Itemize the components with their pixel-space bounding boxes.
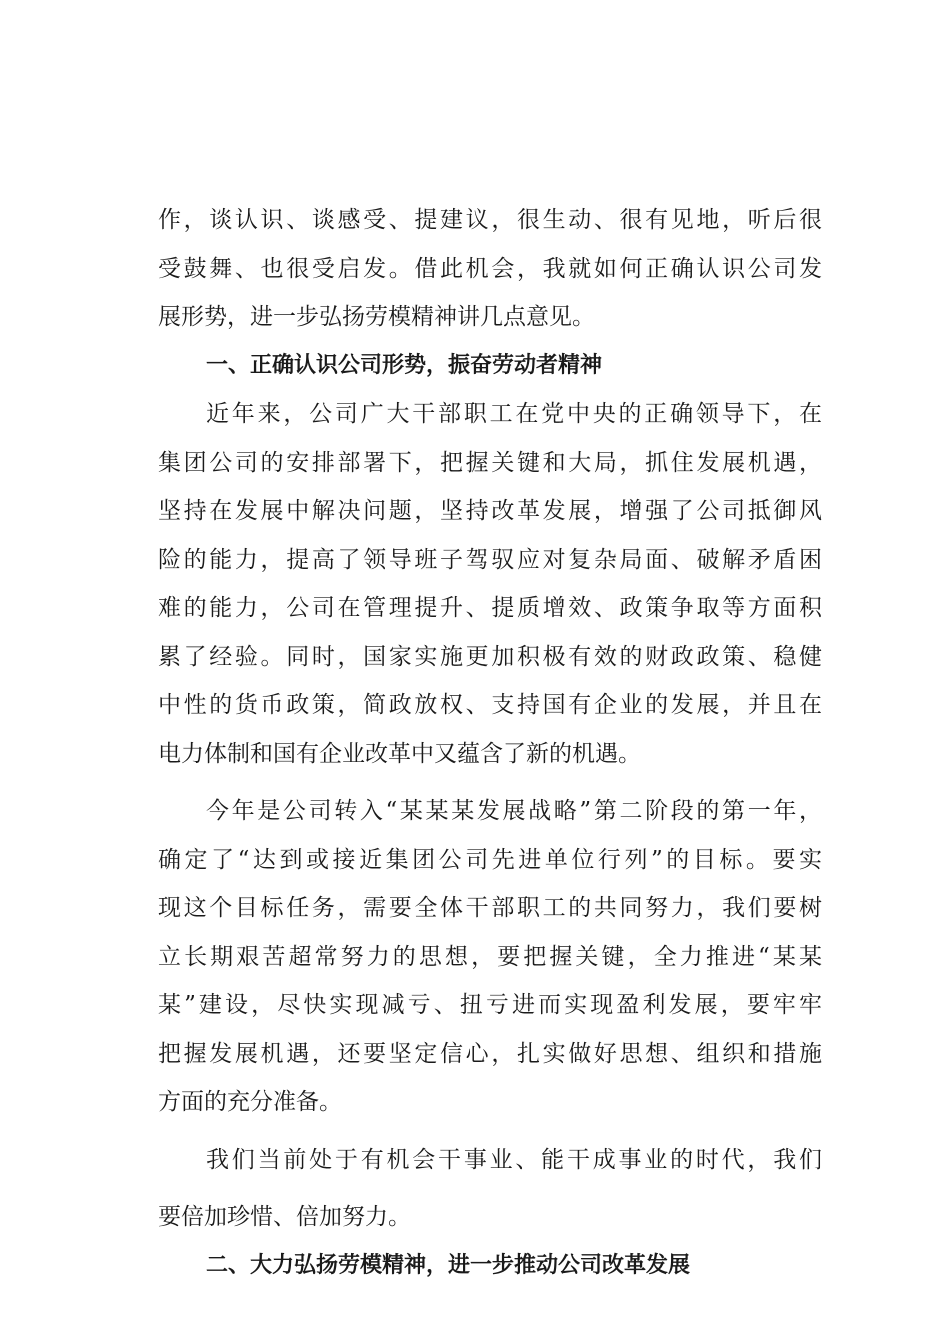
section-heading-2: 二、大力弘扬劳模精神，进一步推动公司改革发展 (206, 1252, 691, 1278)
text-line: 受鼓舞、也很受启发。借此机会，我就如何正确认识公司发 (158, 255, 822, 282)
text-line: 确定了“达到或接近集团公司先进单位行列”的目标。要实 (158, 846, 822, 873)
text-line: 方面的充分准备。 (158, 1089, 342, 1115)
text-line: 累了经验。同时，国家实施更加积极有效的财政政策、稳健 (158, 643, 822, 670)
text-line: 立长期艰苦超常努力的思想，要把握关键，全力推进“某某 (158, 943, 822, 970)
text-line: 险的能力，提高了领导班子驾驭应对复杂局面、破解矛盾困 (158, 546, 822, 573)
text-line: 某”建设，尽快实现减亏、扭亏进而实现盈利发展，要牢牢 (158, 992, 822, 1018)
paragraph-intro (158, 196, 822, 342)
text-line: 今年是公司转入“某某某发展战略”第二阶段的第一年， (206, 798, 822, 824)
paragraph-situation (158, 390, 822, 778)
text-line: 电力体制和国有企业改革中又蕴含了新的机遇。 (158, 740, 641, 767)
text-line: 把握发展机遇，还要坚定信心，扎实做好思想、组织和措施 (158, 1040, 822, 1067)
text-line: 坚持在发展中解决问题，坚持改革发展，增强了公司抵御风 (158, 498, 822, 524)
document-body (158, 196, 822, 1290)
paragraph-gap (158, 1127, 822, 1136)
line-gap (158, 1184, 822, 1193)
text-line: 难的能力，公司在管理提升、提质增效、政策争取等方面积 (158, 595, 822, 621)
text-line: 中性的货币政策，简政放权、支持国有企业的发展，并且在 (158, 692, 822, 718)
text-line: 集团公司的安排部署下，把握关键和大局，抓住发展机遇， (158, 449, 822, 476)
paragraph-era (158, 1136, 822, 1242)
paragraph-goals (158, 787, 822, 1127)
text-line: 近年来，公司广大干部职工在党中央的正确领导下，在 (206, 401, 822, 427)
section-heading-1: 一、正确认识公司形势，振奋劳动者精神 (206, 352, 603, 378)
text-line: 现这个目标任务，需要全体干部职工的共同努力，我们要树 (158, 895, 822, 921)
paragraph-gap (158, 778, 822, 787)
text-line: 作，谈认识、谈感受、提建议，很生动、很有见地，听后很 (158, 207, 822, 233)
text-line: 展形势，进一步弘扬劳模精神讲几点意见。 (158, 304, 595, 330)
text-line: 要倍加珍惜、倍加努力。 (158, 1204, 411, 1230)
text-line: 我们当前处于有机会干事业、能干成事业的时代，我们 (206, 1146, 822, 1173)
